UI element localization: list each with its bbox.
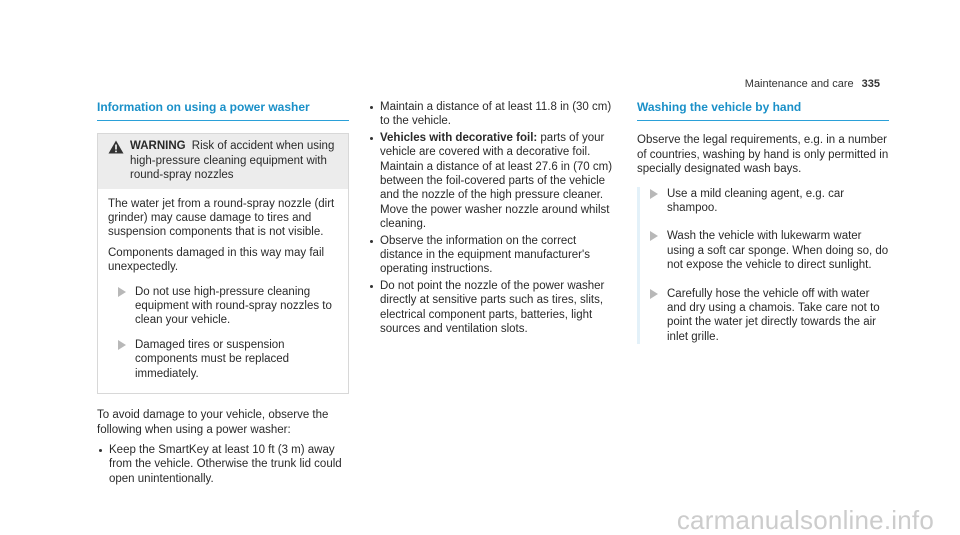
page-header bbox=[745, 77, 880, 91]
action-arrow-icon bbox=[650, 189, 658, 199]
bullet-item bbox=[368, 279, 620, 337]
action-arrow-icon bbox=[118, 287, 126, 297]
bullet-item bbox=[368, 100, 620, 129]
warning-headline: Risk of accident when using high-pressure cleaning equipment with round-spray nozzles bbox=[130, 140, 335, 182]
bullet-text: Observe the information on the correct distance in the equipment manufacturer's operating instructions. bbox=[380, 234, 590, 276]
warning-action-item bbox=[118, 285, 338, 328]
page-number: 335 bbox=[861, 78, 880, 90]
bullet-text: Do not point the nozzle of the power washer directly at sensitive parts such as tires, slits, electrical component parts, batteries, light sources and ventilation slots. bbox=[380, 279, 605, 336]
step-item bbox=[650, 229, 889, 272]
bullet-item bbox=[368, 131, 620, 232]
power-washer-intro: To avoid damage to your vehicle, observe the following when using a power washer: bbox=[97, 409, 329, 436]
bullet-item bbox=[368, 234, 620, 277]
section-name: Maintenance and care bbox=[744, 78, 854, 90]
warning-box bbox=[97, 133, 349, 394]
warning-paragraph: The water jet from a round-spray nozzle (dirt grinder) may cause damage to tires and suspension components that is not visible. bbox=[108, 197, 335, 239]
warning-action-item bbox=[118, 338, 338, 381]
step-text: Use a mild cleaning agent, e.g. car shampoo. bbox=[667, 187, 845, 215]
bullet-text: Maintain a distance of at least 11.8 in (30 cm) to the vehicle. bbox=[380, 101, 612, 128]
warning-headline-wrap bbox=[130, 139, 338, 182]
bullet-list bbox=[368, 100, 620, 337]
column-right bbox=[637, 100, 889, 358]
warning-body bbox=[98, 189, 348, 393]
bullet-text: parts of your vehicle are covered with a decorative foil. Maintain a distance of at least 27.6 in (70 cm) between the foil-covered parts of the vehicle and the nozzle of the high pressure cleaner. Move the power washer nozzle around whilst cleaning. bbox=[380, 131, 613, 231]
action-arrow-icon bbox=[118, 340, 126, 350]
action-arrow-icon bbox=[650, 289, 658, 299]
bullet-item: Keep the SmartKey at least 10 ft (3 m) away from the vehicle. Otherwise the trunk lid could open unintentionally. bbox=[97, 443, 349, 486]
column-left bbox=[97, 100, 349, 488]
section-title-hand-wash: Washing the vehicle by hand bbox=[637, 100, 889, 121]
hand-wash-intro: Observe the legal requirements, e.g. in a number of countries, washing by hand is only permitted in specially designated wash bays. bbox=[637, 134, 889, 176]
warning-paragraph: Components damaged in this way may fail unexpectedly. bbox=[108, 246, 325, 274]
column-middle bbox=[368, 100, 620, 339]
warning-action-text: Do not use high-pressure cleaning equipment with round-spray nozzles to clean your vehicle. bbox=[135, 285, 332, 327]
warning-triangle-icon bbox=[108, 140, 124, 154]
section-title-power-washer: Information on using a power washer bbox=[97, 100, 349, 121]
step-text: Wash the vehicle with lukewarm water using a soft car sponge. When doing so, do not expose the vehicle to direct sunlight. bbox=[667, 230, 889, 272]
step-item bbox=[650, 287, 889, 345]
warning-label: WARNING bbox=[130, 140, 186, 153]
bullet-list bbox=[97, 443, 349, 486]
warning-header bbox=[98, 134, 348, 188]
action-arrow-icon bbox=[650, 231, 658, 241]
step-text: Carefully hose the vehicle off with water and dry using a chamois. Take care not to point the water jet directly towards the air inlet grille. bbox=[667, 287, 880, 343]
bullet-bold-lead: Vehicles with decorative foil: bbox=[380, 131, 538, 144]
watermark: carmanualsonline.info bbox=[676, 504, 934, 535]
step-list bbox=[637, 187, 889, 345]
step-item bbox=[650, 187, 889, 216]
warning-action-text: Damaged tires or suspension components must be replaced immediately. bbox=[135, 338, 290, 380]
